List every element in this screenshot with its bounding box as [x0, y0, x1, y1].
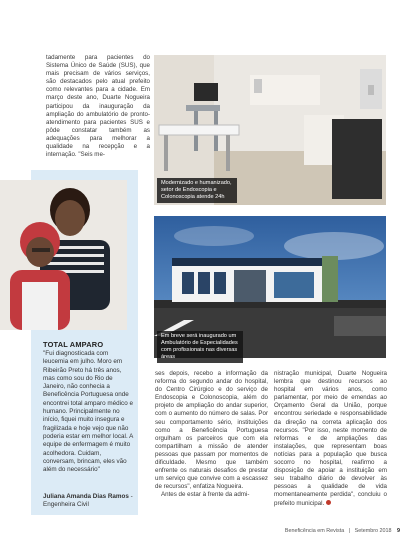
article-column-2-last: Antes de estar à frente da admi-	[161, 491, 250, 499]
endoscopy-caption: Modernizado e humanizado, setor de Endoscopia e Colonoscopia atende 24h	[157, 178, 237, 203]
ambulatory-caption: Em breve será inaugurado um Ambulatório de Especialidades com profissionais nas diversas áreas	[157, 331, 243, 363]
footer-separator: |	[348, 528, 351, 534]
article-column-3-text	[274, 370, 387, 508]
patient-photo	[0, 180, 127, 330]
patient-photo-illustration	[0, 180, 127, 330]
sidebar-quote: "Fui diagnosticada com leucemia em julho. Moro em Ribeirão Preto há três anos, mas como sou do Rio de Janeiro, não conhecia a Beneficência Portuguesa onde encontrei total amparo médico e humano. Principalmente no início, fiquei muito insegura e fragilizada e hoje vejo que não poderia estar em melhor local. A equipe de enfermagem é muito acolhedora. Cuidam, conversam, brincam, eles vão além do necessário"	[43, 350, 133, 474]
footer-date: Setembro 2018	[354, 528, 392, 534]
article-column-2-body: ses depois, recebo a informação da reforma do segundo andar do hospital, do Centro Cirúrgico e do serviço de Endoscopia e Colonoscopia, além do projeto de ampliação do andar superior, com o aumento do número de salas. Por seu comportamento sério, instituições como a Beneficência Portuguesa orgulham os parceiros que com ela compartilham a missão de atender pessoas que passam por momentos de dificuldade. Mesmo que também enfrente os naturais desafios de prestar um serviço que convive com a escassez de recursos", enfatiza Nogueira.	[155, 370, 268, 491]
page-footer	[285, 528, 400, 534]
sidebar-author	[43, 493, 137, 510]
article-column-3-body: nistração municipal, Duarte Nogueira lembra que destinou recursos ao hospital em vários anos, como parlamentar, por meio de emendas ao Orçamento Geral da União, porque encontrou seriedade e responsabilidade da direção na correta aplicação dos recursos. "Por isso, neste momento de reformas e de ampliações das instalações, que representam boas notícias para a população que busca socorro no hospital, reafirmo a disposição de apoiar a instituição em seu trabalho diário de devolver às pessoas a qualidade de vida momentaneamente perdida", concluiu o prefeito municipal.	[274, 370, 387, 507]
end-of-article-marker	[326, 500, 331, 505]
article-column-2-text	[155, 370, 268, 500]
sidebar-heading: TOTAL AMPARO	[43, 340, 104, 349]
sidebar-author-name: Juliana Amanda Dias Ramos	[43, 493, 129, 500]
article-column-1-text: tadamente para pacientes do Sistema Único de Saúde (SUS), que mais precisam de vários serviços, são destacados pelo atual prefeito como relevantes para a cidade. Em março deste ano, Duarte Nogueira participou da inauguração da ampliação do ambulatório de pronto-atendimento para pacientes SUS e pôde constatar também as adequações para melhorar a qualidade na recepção e a internação. "Seis me-	[46, 54, 150, 159]
footer-publication: Beneficência em Revista	[284, 528, 345, 534]
footer-page-number: 9	[397, 528, 400, 534]
sidebar-author-role: - Engenheira Civil	[43, 493, 133, 509]
